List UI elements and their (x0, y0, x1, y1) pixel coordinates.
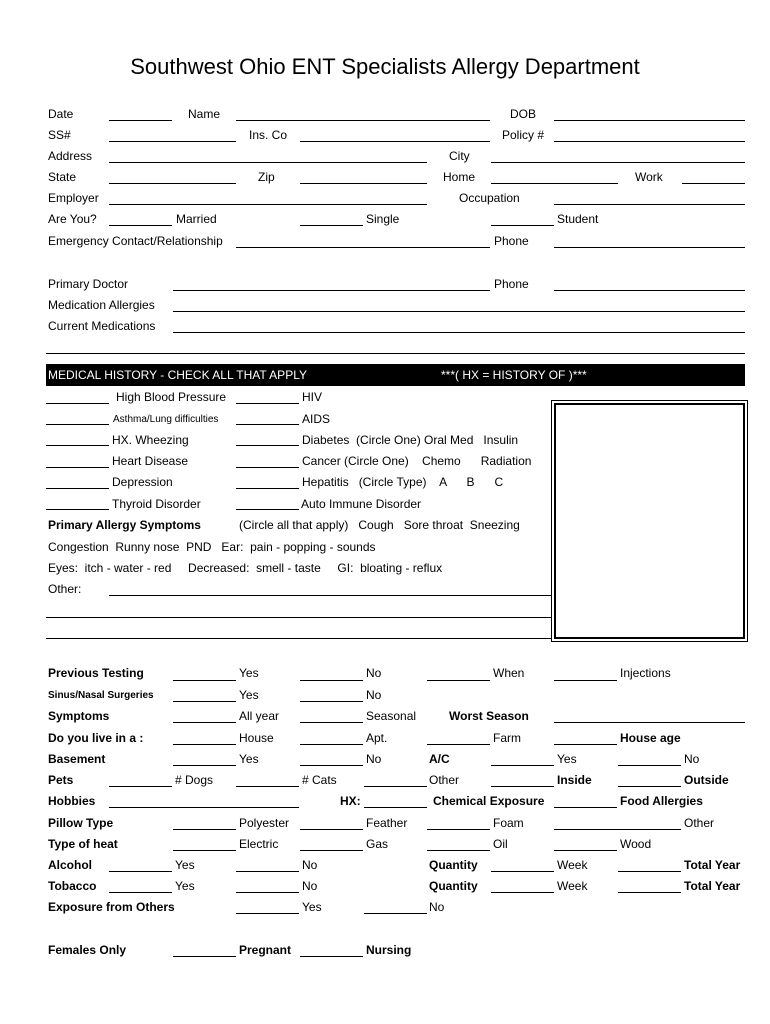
other-label: Other: (48, 582, 82, 596)
checkbox-line[interactable] (554, 807, 617, 808)
current-medications-field[interactable] (173, 332, 745, 333)
checkbox-line[interactable] (236, 424, 299, 425)
yes-label: Yes (239, 666, 259, 680)
hx-label: HX: (340, 794, 361, 808)
name-label: Name (188, 107, 221, 121)
ins-co-field[interactable] (300, 141, 490, 142)
seasonal-label: Seasonal (366, 709, 417, 723)
checkbox-line[interactable] (300, 829, 363, 830)
checkbox-line[interactable] (300, 680, 363, 681)
pregnant-label: Pregnant (239, 943, 292, 957)
checkbox-line[interactable] (173, 701, 236, 702)
checkbox-line[interactable] (300, 765, 363, 766)
other-pets-field[interactable] (364, 786, 427, 787)
checkbox-line[interactable] (364, 913, 427, 914)
checkbox-line[interactable] (427, 829, 490, 830)
date-field[interactable] (109, 120, 172, 121)
checkbox-line[interactable] (236, 488, 299, 489)
checkbox-line[interactable] (554, 680, 617, 681)
checkbox-line[interactable] (427, 744, 490, 745)
no-label: No (429, 900, 445, 914)
basement-label: Basement (48, 752, 106, 766)
checkbox-line[interactable] (236, 892, 299, 893)
total-year-field[interactable] (618, 871, 681, 872)
checkbox-line[interactable] (554, 850, 617, 851)
hx-note: ***( HX = HISTORY OF )*** (441, 368, 587, 382)
date-label: Date (48, 107, 74, 121)
zip-field[interactable] (300, 183, 427, 184)
home-label: Home (443, 170, 476, 184)
other-pillow-label: Other (684, 816, 715, 830)
checkbox-line[interactable] (46, 403, 109, 404)
farm-label: Farm (493, 731, 521, 745)
checkbox-line[interactable] (173, 680, 236, 681)
yes-label: Yes (302, 900, 322, 914)
yes-label: Yes (239, 688, 259, 702)
symptoms-options-1[interactable]: (Circle all that apply) Cough Sore throat Sneezing (239, 518, 520, 532)
emergency-contact-field[interactable] (236, 247, 490, 248)
quantity-week-field[interactable] (491, 871, 554, 872)
no-label: No (366, 752, 382, 766)
total-year-field[interactable] (618, 892, 681, 893)
condition-label: Hepatitis (Circle Type) A B C (302, 475, 504, 489)
single-label: Single (366, 212, 400, 226)
checkbox-line[interactable] (173, 829, 236, 830)
hx-field[interactable] (364, 807, 427, 808)
checkbox-line[interactable] (618, 786, 681, 787)
checkbox-line[interactable] (236, 467, 299, 468)
ins-co-label: Ins. Co (249, 128, 288, 142)
other-field-3[interactable] (46, 638, 552, 639)
emergency-contact-label: Emergency Contact/Relationship (48, 234, 223, 248)
nursing-label: Nursing (366, 943, 412, 957)
doctor-phone-field[interactable] (554, 290, 745, 291)
week-label: Week (557, 858, 588, 872)
employer-field[interactable] (109, 204, 427, 205)
house-age-field[interactable] (554, 744, 617, 745)
checkbox-line[interactable] (173, 744, 236, 745)
no-label: No (302, 879, 318, 893)
dob-field[interactable] (554, 120, 745, 121)
hobbies-label: Hobbies (48, 794, 96, 808)
checkbox-line[interactable] (236, 509, 299, 510)
ss-label: SS# (48, 128, 71, 142)
inside-label: Inside (557, 773, 592, 787)
alcohol-label: Alcohol (48, 858, 92, 872)
polyester-label: Polyester (239, 816, 290, 830)
no-label: No (366, 666, 382, 680)
checkbox-line[interactable] (236, 913, 299, 914)
chemical-exposure-label: Chemical Exposure (433, 794, 545, 808)
symptoms-label: Symptoms (48, 709, 110, 723)
checkbox-line[interactable] (300, 701, 363, 702)
yes-label: Yes (557, 752, 577, 766)
name-field[interactable] (236, 120, 490, 121)
are-you-label: Are You? (48, 212, 97, 226)
medical-history-title: MEDICAL HISTORY - CHECK ALL THAT APPLY (48, 368, 307, 382)
apt-label: Apt. (366, 731, 388, 745)
other-field-2[interactable] (46, 617, 552, 618)
when-label: When (493, 666, 525, 680)
condition-label: AIDS (302, 412, 331, 426)
occupation-field[interactable] (554, 204, 745, 205)
week-label: Week (557, 879, 588, 893)
gas-label: Gas (366, 837, 389, 851)
condition-label: Asthma/Lung difficulties (113, 414, 219, 425)
work-label: Work (635, 170, 663, 184)
checkbox-line[interactable] (300, 850, 363, 851)
condition-label: HX. Wheezing (112, 433, 189, 447)
checkbox-line[interactable] (236, 871, 299, 872)
current-medications-label: Current Medications (48, 319, 156, 333)
condition-label: Depression (112, 475, 173, 489)
pillow-type-label: Pillow Type (48, 816, 114, 830)
feather-label: Feather (366, 816, 408, 830)
policy-label: Policy # (502, 128, 545, 142)
checkbox-line[interactable] (427, 850, 490, 851)
checkbox-line[interactable] (109, 892, 172, 893)
checkbox-line[interactable] (109, 871, 172, 872)
checkbox-line[interactable] (618, 765, 681, 766)
checkbox-line[interactable] (46, 509, 109, 510)
single-field[interactable] (300, 225, 363, 226)
home-phone-field[interactable] (491, 183, 618, 184)
no-label: No (366, 688, 382, 702)
symptoms-options-2[interactable]: Congestion Runny nose PND Ear: pain - popping - sounds (48, 540, 376, 554)
occupation-label: Occupation (459, 191, 520, 205)
checkbox-line[interactable] (491, 765, 554, 766)
checkbox-line[interactable] (300, 956, 363, 957)
sinus-surgeries-label: Sinus/Nasal Surgeries (48, 690, 154, 701)
yes-label: Yes (175, 879, 195, 893)
outside-label: Outside (684, 773, 729, 787)
ss-field[interactable] (109, 141, 236, 142)
condition-label: HIV (302, 390, 323, 404)
checkbox-line[interactable] (236, 445, 299, 446)
checkbox-line[interactable] (46, 467, 109, 468)
pets-label: Pets (48, 773, 74, 787)
hobbies-field[interactable] (109, 807, 299, 808)
state-label: State (48, 170, 77, 184)
city-field[interactable] (491, 162, 745, 163)
worst-season-field[interactable] (554, 722, 745, 723)
work-phone-field[interactable] (682, 183, 745, 184)
foam-label: Foam (493, 816, 524, 830)
symptoms-options-3[interactable]: Eyes: itch - water - red Decreased: smell - taste GI: bloating - reflux (48, 561, 443, 575)
electric-label: Electric (239, 837, 279, 851)
quantity-week-field[interactable] (491, 892, 554, 893)
dob-label: DOB (510, 107, 537, 121)
dogs-field[interactable] (109, 786, 172, 787)
cats-field[interactable] (236, 786, 299, 787)
medication-allergies-label: Medication Allergies (48, 298, 155, 312)
checkbox-line[interactable] (46, 445, 109, 446)
checkbox-line[interactable] (173, 850, 236, 851)
address-label: Address (48, 149, 93, 163)
condition-label: Diabetes (Circle One) Oral Med Insulin (302, 433, 519, 447)
females-only-label: Females Only (48, 943, 127, 957)
do-you-live-label: Do you live in a : (48, 731, 144, 745)
food-allergies-label: Food Allergies (620, 794, 703, 808)
checkbox-line[interactable] (300, 744, 363, 745)
condition-label: Thyroid Disorder (112, 497, 201, 511)
no-label: No (302, 858, 318, 872)
wood-label: Wood (620, 837, 652, 851)
condition-label: Auto Immune Disorder (301, 497, 422, 511)
yes-label: Yes (175, 858, 195, 872)
cats-label: # Cats (302, 773, 337, 787)
dogs-label: # Dogs (175, 773, 214, 787)
house-label: House (239, 731, 274, 745)
married-label: Married (176, 212, 217, 226)
tobacco-label: Tobacco (48, 879, 97, 893)
checkbox-line[interactable] (491, 786, 554, 787)
checkbox-line[interactable] (46, 424, 109, 425)
previous-testing-label: Previous Testing (48, 666, 144, 680)
worst-season-label: Worst Season (449, 709, 529, 723)
checkbox-line[interactable] (173, 765, 236, 766)
notes-box[interactable] (554, 403, 745, 639)
student-field[interactable] (491, 225, 554, 226)
emergency-phone-field[interactable] (554, 247, 745, 248)
current-medications-field-2[interactable] (46, 353, 745, 354)
exposure-others-label: Exposure from Others (48, 900, 175, 914)
type-of-heat-label: Type of heat (48, 837, 118, 851)
zip-label: Zip (258, 170, 275, 184)
doctor-phone-label: Phone (494, 277, 529, 291)
employer-label: Employer (48, 191, 99, 205)
other-pets-label: Other (429, 773, 460, 787)
quantity-label: Quantity (429, 879, 478, 893)
total-year-label: Total Year (684, 879, 741, 893)
primary-allergy-symptoms-label: Primary Allergy Symptoms (48, 518, 201, 532)
injections-label: Injections (620, 666, 671, 680)
other-pillow-field[interactable] (554, 829, 681, 830)
other-field[interactable] (109, 595, 552, 596)
student-label: Student (557, 212, 599, 226)
condition-label: Heart Disease (112, 454, 189, 468)
total-year-label: Total Year (684, 858, 741, 872)
medical-history-header (46, 364, 745, 386)
condition-label: High Blood Pressure (116, 390, 227, 404)
medication-allergies-field[interactable] (173, 311, 745, 312)
no-label: No (684, 752, 700, 766)
checkbox-line[interactable] (236, 403, 299, 404)
house-age-label: House age (620, 731, 681, 745)
married-field[interactable] (109, 225, 172, 226)
primary-doctor-label: Primary Doctor (48, 277, 129, 291)
form-title: Southwest Ohio ENT Specialists Allergy Department (130, 54, 640, 79)
ac-label: A/C (429, 752, 450, 766)
city-label: City (449, 149, 470, 163)
checkbox-line[interactable] (46, 488, 109, 489)
all-year-label: All year (239, 709, 280, 723)
checkbox-line[interactable] (300, 722, 363, 723)
address-field[interactable] (109, 162, 427, 163)
condition-label: Cancer (Circle One) Chemo Radiation (302, 454, 532, 468)
oil-label: Oil (493, 837, 508, 851)
primary-doctor-field[interactable] (173, 290, 490, 291)
yes-label: Yes (239, 752, 259, 766)
quantity-label: Quantity (429, 858, 478, 872)
when-field[interactable] (427, 680, 490, 681)
policy-field[interactable] (554, 141, 745, 142)
checkbox-line[interactable] (173, 722, 236, 723)
checkbox-line[interactable] (173, 956, 236, 957)
state-field[interactable] (109, 183, 236, 184)
phone-label: Phone (494, 234, 529, 248)
